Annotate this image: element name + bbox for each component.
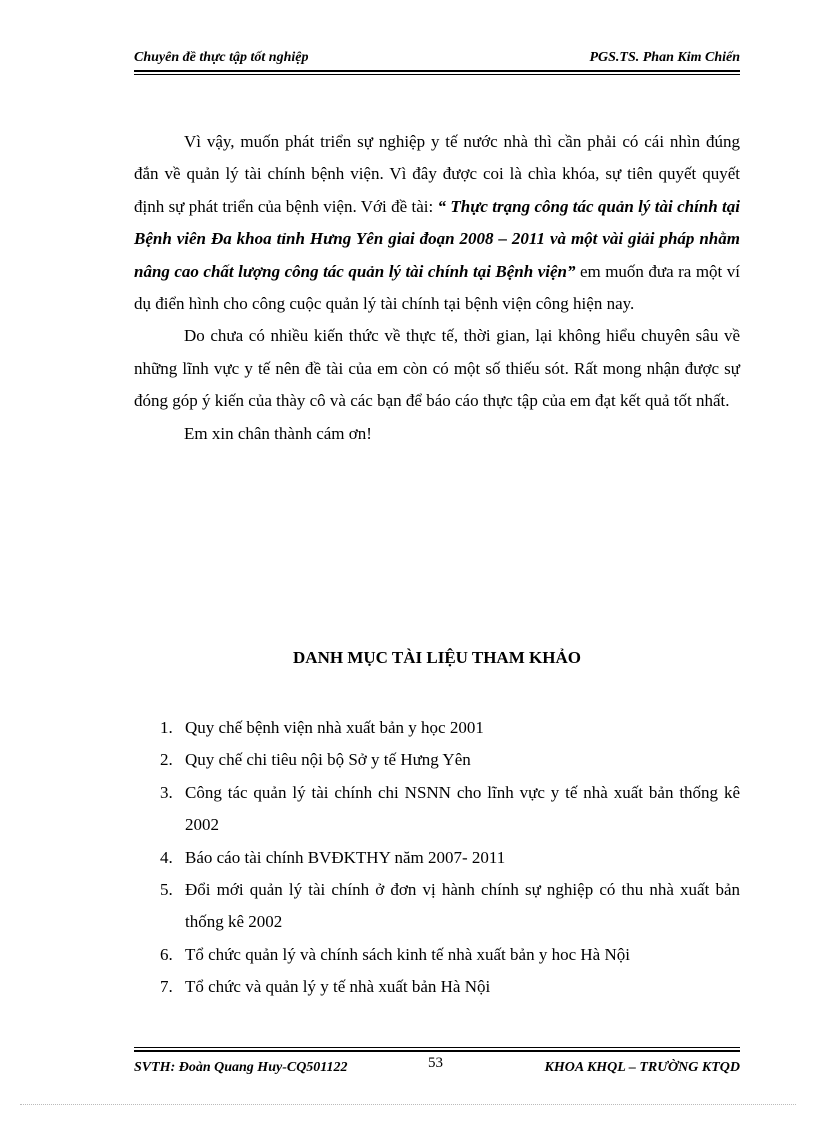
- page-footer: [134, 1050, 740, 1082]
- paragraph-1-start: Vì vậy, muốn phát triển sự nghiệp y tế nước nhà thì cần phải có cái nhìn đúng đắn về quản lý tài chính bệnh viện. Vì đây được coi là chìa khóa, sự tiên quyết quyết định sự phát triển của bệnh viện. Với đề tài:: [134, 132, 740, 216]
- paragraph-1-end: em muốn đưa ra một ví dụ điển hình cho công cuộc quản lý tài chính tại bệnh viện công hiện nay.: [134, 261, 740, 314]
- reference-text: Báo cáo tài chính BVĐKTHY năm 2007- 2011: [185, 847, 506, 867]
- paragraph-3: Em xin chân thành cám ơn!: [184, 423, 372, 443]
- body-text: [134, 126, 740, 450]
- paragraph-2: Do chưa có nhiều kiến thức về thực tế, thời gian, lại không hiểu chuyên sâu về những lĩnh vực y tế nên đề tài của em còn có một số thiếu sót. Rất mong nhận được sự đóng góp ý kiến của thày cô và các bạn để báo cáo thực tập của em đạt kết quả tốt nhất.: [134, 326, 740, 411]
- reference-text: Tổ chức quản lý và chính sách kinh tế nhà xuất bản y hoc Hà Nội: [185, 944, 630, 964]
- footer-right-text: KHOA KHQL – TRƯỜNG KTQD: [544, 1060, 740, 1075]
- reference-number: 5.: [160, 880, 173, 900]
- reference-number: 6.: [160, 944, 173, 964]
- reference-item: [150, 874, 740, 939]
- reference-item: [150, 712, 740, 744]
- references-title: DANH MỤC TÀI LIỆU THAM KHẢO: [293, 648, 581, 667]
- page-number: 53: [428, 1055, 443, 1071]
- header-left-text: Chuyên đề thực tập tốt nghiệp: [134, 50, 309, 65]
- reference-text: Đổi mới quản lý tài chính ở đơn vị hành chính sự nghiệp có thu nhà xuất bản thống kê 2002: [185, 880, 740, 932]
- reference-number: 1.: [160, 718, 173, 737]
- reference-number: 7.: [160, 977, 173, 997]
- reference-item: [150, 939, 740, 971]
- reference-item: [150, 842, 740, 874]
- reference-item: [150, 744, 740, 776]
- page-header: [134, 48, 740, 72]
- reference-number: 2.: [160, 750, 173, 770]
- thesis-title: “ Thực trạng công tác quản lý tài chính tại Bệnh viên Đa khoa tỉnh Hưng Yên giai đoạn 2008 – 2011 và một vài giải pháp nhằm nâng cao chất lượng công tác quản lý tài chính tại Bệnh viện”: [134, 196, 740, 281]
- reference-number: 3.: [160, 782, 173, 802]
- reference-text: Tổ chức và quản lý y tế nhà xuất bản Hà Nội: [185, 977, 491, 997]
- references-list: [150, 712, 740, 1004]
- reference-item: [150, 971, 740, 1003]
- reference-text: Công tác quản lý tài chính chi NSNN cho lĩnh vực y tế nhà xuất bản thống kê 2002: [185, 782, 740, 835]
- reference-number: 4.: [160, 847, 173, 867]
- reference-text: Quy chế chi tiêu nội bộ Sở y tế Hưng Yên: [185, 750, 471, 770]
- header-right-text: PGS.TS. Phan Kim Chiến: [589, 50, 740, 65]
- reference-text: Quy chế bệnh viện nhà xuất bản y học 2001: [185, 718, 484, 737]
- page-bottom-divider: [20, 1104, 796, 1105]
- footer-left-text: SVTH: Đoàn Quang Huy-CQ501122: [134, 1060, 348, 1075]
- reference-item: [150, 777, 740, 842]
- paragraph-1: [134, 126, 740, 320]
